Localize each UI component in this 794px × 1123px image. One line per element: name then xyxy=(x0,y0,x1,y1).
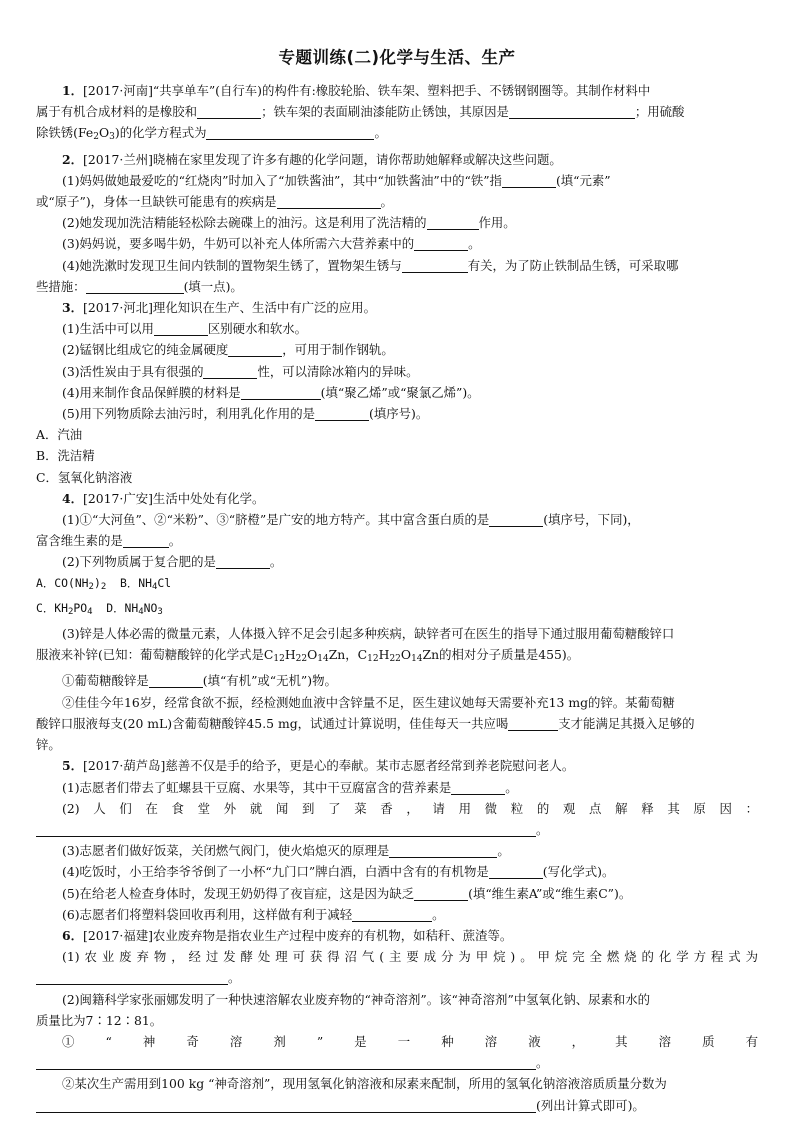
q4-answer-blank-5[interactable] xyxy=(508,716,558,731)
q3-number: 3． xyxy=(62,300,84,316)
q3-text: 性，可以清除冰箱内的异味。 xyxy=(257,363,419,379)
q4-text: 酸锌口服液每支(20 mL)含葡萄糖酸锌45.5 mg，试通过计算说明，佳佳每天一共应喝 xyxy=(36,715,509,731)
q1-line-1 xyxy=(36,80,758,101)
question-5 xyxy=(36,755,758,925)
q1-answer-blank-3[interactable] xyxy=(206,125,374,140)
q5-answer-blank-6[interactable] xyxy=(352,907,432,922)
worksheet xyxy=(36,44,758,1116)
q5-text: (6)志愿者们将塑料袋回收再利用，这样做有利于减轻 xyxy=(62,906,353,922)
q2-text: (填“元素” xyxy=(555,172,611,188)
q2-text: (3)妈妈说，要多喝牛奶，牛奶可以补充人体所需六大营养素中的 xyxy=(62,236,415,252)
q5-part-6 xyxy=(36,904,758,925)
question-1 xyxy=(36,80,758,149)
q2-answer-blank-6[interactable] xyxy=(86,279,184,294)
q6-part-1: (1)农业废弃物，经过发酵处理可获得沼气(主要成分为甲烷)。甲烷完全燃烧的化学方程式为 xyxy=(62,949,758,965)
q1-line-3 xyxy=(36,122,758,148)
q3-text: (2)锰钢比组成它的纯金属硬度 xyxy=(62,342,229,358)
q2-part-3 xyxy=(36,233,758,254)
q4-answer-blank-3[interactable] xyxy=(216,554,270,569)
q2-text: 。 xyxy=(468,236,481,252)
q6-answer-blank-2[interactable] xyxy=(36,1055,536,1070)
q1-text: 属于有机合成材料的是橡胶和 xyxy=(36,104,198,120)
q2-part-1 xyxy=(36,170,758,191)
q2-line-1 xyxy=(36,149,758,170)
q2-part-2 xyxy=(36,212,758,233)
q2-text: 有关，为了防止铁制品生锈，可采取哪 xyxy=(467,257,679,273)
q1-text: ；铁车架的表面刷油漆能防止锈蚀，其原因是 xyxy=(261,104,509,120)
q2-part-1-cont xyxy=(36,191,758,212)
q3-answer-blank-2[interactable] xyxy=(228,342,282,357)
q1-text: O xyxy=(99,125,110,141)
q4-part-3: (3)锌是人体必需的微量元素，人体摄入锌不足会引起多种疾病，缺锌者可在医生的指导下通过服用葡萄糖酸锌口 xyxy=(62,626,675,642)
q3-part-4 xyxy=(36,382,758,403)
q4-part-1-cont xyxy=(36,530,758,551)
q3-option-c: C．氢氧化钠溶液 xyxy=(36,469,133,485)
q3-stem: [2017·河北]理化知识在生产、生活中有广泛的应用。 xyxy=(83,300,376,316)
q4-answer-blank-2[interactable] xyxy=(123,533,169,548)
question-4 xyxy=(36,488,758,755)
q2-text: (2)她发现加洗洁精能轻松除去碗碟上的油污。这是利用了洗洁精的 xyxy=(62,215,427,231)
q4-number: 4． xyxy=(62,490,84,506)
q6-stem: [2017·福建]农业废弃物是指农业生产过程中废弃的有机物，如秸秆、蔗渣等。 xyxy=(83,927,513,943)
q2-text: 作用。 xyxy=(478,215,516,231)
q1-stem: [2017·河南]“共享单车”(自行车)的构件有:橡胶轮胎、铁车架、塑料把手、不锈钢钢圈等。其制作材料中 xyxy=(83,83,651,98)
q3-part-2 xyxy=(36,339,758,360)
q5-stem: [2017·葫芦岛]慈善不仅是手的给予，更是心的奉献。某市志愿者经常到养老院慰问老人。 xyxy=(83,758,575,774)
q4-stem: [2017·广安]生活中处处有化学。 xyxy=(83,490,265,506)
q3-answer-blank-5[interactable] xyxy=(315,406,369,421)
q6-part-2-cont: 质量比为7∶12∶81。 xyxy=(36,1012,163,1028)
q4-option-d: D．$NH_4NO_3$ xyxy=(106,600,163,617)
q2-answer-blank-4[interactable] xyxy=(414,236,468,251)
q5-text: 。 xyxy=(432,906,445,922)
q3-part-3 xyxy=(36,361,758,382)
q3-part-5 xyxy=(36,403,758,424)
q5-line-1 xyxy=(36,755,758,776)
q4-text: 。 xyxy=(269,554,283,570)
q4-part-2 xyxy=(36,551,758,572)
q6-part-1-cont xyxy=(36,967,758,988)
q2-answer-blank-1[interactable] xyxy=(502,173,556,188)
q4-part-3-cont: 服液来补锌(已知：葡萄糖酸锌的化学式是$C_{12}H_{22}O_{14}Zn$，$C_{12}H_{22}O_{14}Zn$的相对分子质量是455)。 xyxy=(36,647,580,665)
q4-answer-blank-4[interactable] xyxy=(149,673,203,688)
q5-part-4 xyxy=(36,861,758,882)
q5-number: 5． xyxy=(62,758,84,774)
q6-subpart-2-cont xyxy=(36,1095,758,1116)
q4-subpart-2-cont xyxy=(36,713,758,734)
q3-option-b: B．洗洁精 xyxy=(36,448,95,464)
q6-subpart-2: ②某次生产需用到100 kg “神奇溶剂”，现用氢氧化钠溶液和尿素来配制，所用的氢氧化钠溶液溶质质量分数为 xyxy=(62,1076,667,1092)
q2-text: (填一点)。 xyxy=(183,278,243,294)
q5-text: (填“维生素A”或“维生素C”)。 xyxy=(468,885,632,901)
q6-answer-blank-3[interactable] xyxy=(36,1098,536,1113)
q3-answer-blank-1[interactable] xyxy=(154,321,208,336)
q5-part-3 xyxy=(36,840,758,861)
q5-text: (5)在给老人检查身体时，发现王奶奶得了夜盲症，这是因为缺乏 xyxy=(62,885,415,901)
q1-answer-blank-2[interactable] xyxy=(509,104,635,119)
q6-part-2: (2)闽籍科学家张丽娜发明了一种快速溶解农业废弃物的“神奇溶剂”。该“神奇溶剂”中氢氧化钠、尿素和水的 xyxy=(62,991,651,1007)
q4-text: (填序号，下同)， xyxy=(543,512,640,528)
q5-part-2: (2)人们在食堂外就闻到了菜香，请用微粒的观点解释其原因： xyxy=(62,800,758,816)
q4-option-c: C．$KH_2PO_4$ xyxy=(36,600,93,617)
q2-text: (1)妈妈做她最爱吃的“红烧肉”时加入了“加铁酱油”，其中“加铁酱油”中的“铁”指 xyxy=(62,172,502,188)
q4-text: (填“有机”或“无机”)物。 xyxy=(202,673,337,689)
q3-answer-blank-4[interactable] xyxy=(241,385,321,400)
q3-text: (填“聚乙烯”或“聚氯乙烯”)。 xyxy=(320,384,480,400)
q4-text: 。 xyxy=(168,533,182,549)
q1-text: ；用硫酸 xyxy=(634,104,685,120)
q3-text: ，可用于制作钢轨。 xyxy=(282,342,394,358)
q1-answer-blank-1[interactable] xyxy=(197,104,261,119)
q4-text: (2)下列物质属于复合肥的是 xyxy=(62,554,216,570)
q2-answer-blank-5[interactable] xyxy=(402,258,468,273)
subscript: 2 xyxy=(93,132,99,143)
q2-answer-blank-3[interactable] xyxy=(427,215,479,230)
q5-text: (写化学式)。 xyxy=(542,864,615,880)
q2-text: 或“原子”)，身体一旦缺铁可能患有的疾病是 xyxy=(36,194,277,210)
q3-text: (填序号)。 xyxy=(368,406,429,422)
q4-options-cd xyxy=(36,598,758,623)
q4-part-1 xyxy=(36,509,758,530)
q5-text: (4)吃饭时，小王给李爷爷倒了一小杯“九门口”牌白酒，白酒中含有的有机物是 xyxy=(62,864,489,880)
q3-option-a: A．汽油 xyxy=(36,427,83,443)
q4-subpart-2-end: 锌。 xyxy=(36,737,61,753)
q2-number: 2． xyxy=(62,151,84,167)
q6-line-1 xyxy=(36,925,758,946)
q4-line-1 xyxy=(36,488,758,509)
q5-text: 。 xyxy=(505,779,518,795)
q3-text: (1)生活中可以用 xyxy=(62,321,154,337)
q4-subpart-1 xyxy=(36,670,758,691)
q5-part-5 xyxy=(36,883,758,904)
q4-text: 富含维生素的是 xyxy=(36,533,123,549)
q1-text: )的化学方程式为 xyxy=(114,125,207,141)
q2-text: (4)她洗漱时发现卫生间内铁制的置物架生锈了，置物架生锈与 xyxy=(62,257,402,273)
q3-part-1 xyxy=(36,318,758,339)
q5-answer-blank-3[interactable] xyxy=(389,843,497,858)
q6-text: 。 xyxy=(536,1055,549,1071)
q5-answer-blank-5[interactable] xyxy=(414,886,468,901)
q5-answer-blank-2[interactable] xyxy=(36,822,536,837)
q2-text: 些措施： xyxy=(36,278,86,294)
q2-part-4 xyxy=(36,255,758,276)
q3-answer-blank-3[interactable] xyxy=(203,364,257,379)
q4-answer-blank-1[interactable] xyxy=(489,512,543,527)
q6-subpart-1: ①“神奇溶剂”是一种溶液，其溶质有 xyxy=(62,1033,758,1049)
q6-number: 6． xyxy=(62,927,84,943)
q5-text: 。 xyxy=(497,843,510,859)
q4-text: ①葡萄糖酸锌是 xyxy=(62,673,149,689)
q4-subpart-2: ②佳佳今年16岁，经常食欲不振，经检测她血液中含锌量不足，医生建议她每天需要补充13 mg的锌。某葡萄糖 xyxy=(62,694,675,710)
q3-text: (3)活性炭由于具有很强的 xyxy=(62,363,204,379)
question-3 xyxy=(36,297,758,488)
q1-text: 除铁锈(Fe xyxy=(36,125,94,141)
subscript: 3 xyxy=(109,132,115,143)
q1-text: 。 xyxy=(374,125,387,141)
q5-answer-blank-4[interactable] xyxy=(489,864,543,879)
q4-options-ab xyxy=(36,573,758,598)
q5-text: 。 xyxy=(536,821,549,837)
q4-option-b: B．$NH_4Cl$ xyxy=(119,575,172,592)
q3-line-1 xyxy=(36,297,758,318)
q2-stem: [2017·兰州]晓楠在家里发现了许多有趣的化学问题，请你帮助她解释或解决这些问题。 xyxy=(83,151,562,167)
q5-part-2-cont xyxy=(36,819,758,840)
q3-text: (4)用来制作食品保鲜膜的材料是 xyxy=(62,384,241,400)
question-6 xyxy=(36,925,758,1116)
q4-text: 支才能满足其摄入足够的 xyxy=(558,715,695,731)
q3-text: (5)用下列物质除去油污时，利用乳化作用的是 xyxy=(62,406,315,422)
q1-line-2 xyxy=(36,101,758,122)
page-title: 专题训练(二)化学与生活、生产 xyxy=(278,48,516,67)
q5-part-1 xyxy=(36,777,758,798)
q6-answer-blank-1[interactable] xyxy=(36,970,228,985)
q2-part-4-cont xyxy=(36,276,758,297)
q5-text: (3)志愿者们做好饭菜，关闭燃气阀门，使火焰熄灭的原理是 xyxy=(62,843,390,859)
q4-option-a: A．$CO(NH_2)_2$ xyxy=(36,575,107,592)
q5-answer-blank-1[interactable] xyxy=(451,780,505,795)
q2-answer-blank-2[interactable] xyxy=(277,194,381,209)
q3-text: 区别硬水和软水。 xyxy=(207,321,308,337)
q5-text: (1)志愿者们带去了虹螺县干豆腐、水果等，其中干豆腐富含的营养素是 xyxy=(62,779,452,795)
q4-text: (1)①“大河鱼”、②“米粉”、③“脐橙”是广安的地方特产。其中富含蛋白质的是 xyxy=(62,512,490,528)
q6-text: 。 xyxy=(228,970,241,986)
question-2 xyxy=(36,149,758,297)
q6-text: (列出计算式即可)。 xyxy=(536,1097,645,1113)
q6-subpart-1-cont xyxy=(36,1052,758,1073)
q1-number: 1． xyxy=(62,83,84,98)
q2-text: 。 xyxy=(380,194,393,210)
